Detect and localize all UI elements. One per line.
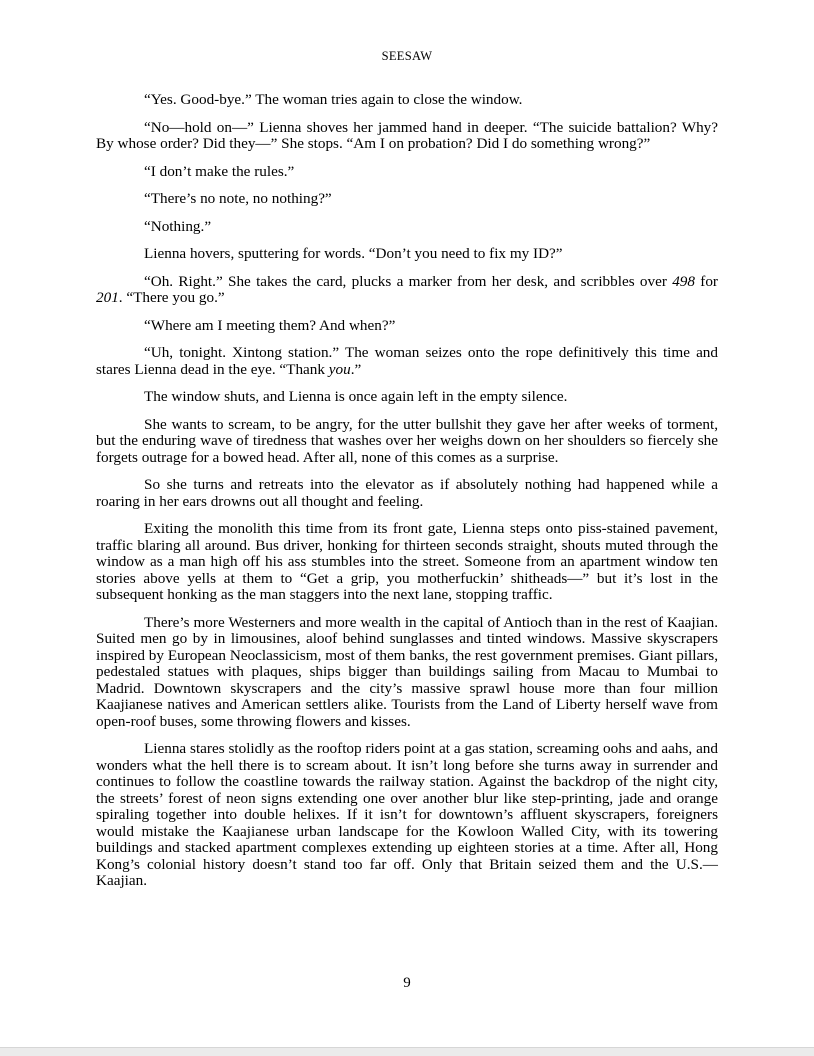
- paragraph: So she turns and retreats into the elevator as if absolutely nothing had happened while a roaring in her ears drowns out all thought and feeling.: [96, 476, 718, 510]
- paragraph: She wants to scream, to be angry, for the utter bullshit they gave her after weeks of torment, but the enduring wave of tiredness that washes over her weighs down on her shoulders so fiercely she forgets outrage for a bowed head. After all, none of this comes as a surprise.: [96, 415, 718, 466]
- viewer-bottom-edge: [0, 1047, 814, 1056]
- paragraph: Lienna hovers, sputtering for words. “Don’t you need to fix my ID?”: [144, 245, 563, 262]
- paragraph: [96, 345, 718, 378]
- paragraph: Lienna stares stolidly as the rooftop riders point at a gas station, screaming oohs and aahs, and wonders what the hell there is to scream about. It isn’t long before she turns away in surrender and continues to follow the coastline towards the railway station. Against the backdrop of the night city, the streets’ forest of neon signs extending one over another blur like step-printing, jade and orange spiraling together into double helixes. If it isn’t for downtown’s affluent skyscrapers, foreigners would mistake the Kaajianese urban landscape for the Kowloon Walled City, with its towering buildings and stacked apartment complexes extending up eighteen stories at a time. After all, Hong Kong’s colonial history doesn’t stand too far off. Only that Britain seized them and the U.S.—Kaajian.: [96, 740, 718, 889]
- paragraph: “No—hold on—” Lienna shoves her jammed hand in deeper. “The suicide battalion? Why? By whose order? Did they—” She stops. “Am I on probation? Did I do something wrong?”: [96, 118, 718, 152]
- paragraph: There’s more Westerners and more wealth in the capital of Antioch than in the rest of Kaajian. Suited men go by in limousines, aloof behind sunglasses and tinted windows. Massive skyscrapers inspired by European Neoclassicism, most of them banks, the rest government premises. Giant pillars, pedestaled statues with plaques, ships bigger than buildings sailing from Macau to Mumbai to Madrid. Downtown skyscrapers and the city’s massive sprawl house more than four million Kaajianese natives and American settlers alike. Tourists from the Land of Liberty herself wave from open-roof buses, some throwing flowers and kisses.: [96, 613, 718, 730]
- italic-number: 498: [672, 272, 695, 290]
- document-page: [96, 0, 718, 1048]
- body-text: [96, 92, 718, 901]
- paragraph-text: for: [694, 272, 718, 290]
- italic-number: 201: [96, 289, 119, 306]
- paragraph: “Nothing.”: [144, 217, 212, 235]
- paragraph: “There’s no note, no nothing?”: [144, 190, 332, 207]
- paragraph-text: . “There you go.”: [118, 289, 225, 306]
- paragraph: [96, 274, 718, 307]
- paragraph: The window shuts, and Lienna is once again left in the empty silence.: [144, 388, 568, 405]
- paragraph-text: “Uh, tonight. Xintong station.” The woman seizes onto the rope definitively this time and stares Lienna dead in the eye. “Thank: [96, 344, 718, 378]
- italic-word: you: [328, 360, 351, 378]
- paragraph-text: “Oh. Right.” She takes the card, plucks a marker from her desk, and scribbles over: [144, 272, 673, 290]
- page-number: 9: [403, 975, 411, 991]
- paragraph: “Where am I meeting them? And when?”: [144, 316, 396, 334]
- paragraph-text: .”: [350, 360, 362, 378]
- paragraph: “Yes. Good-bye.” The woman tries again to close the window.: [144, 91, 523, 108]
- running-header: SEESAW: [381, 49, 433, 63]
- paragraph: Exiting the monolith this time from its front gate, Lienna steps onto piss-stained pavement, traffic blaring all around. Bus driver, honking for thirteen seconds straight, shouts muted through the window as a man high off his ass stumbles into the street. Someone from an apartment window ten stories above yells at them to “Get a grip, you motherfuckin’ shitheads—” but it’s lost in the subsequent honking as the man staggers into the next lane, stopping traffic.: [96, 520, 718, 603]
- paragraph: “I don’t make the rules.”: [144, 162, 295, 180]
